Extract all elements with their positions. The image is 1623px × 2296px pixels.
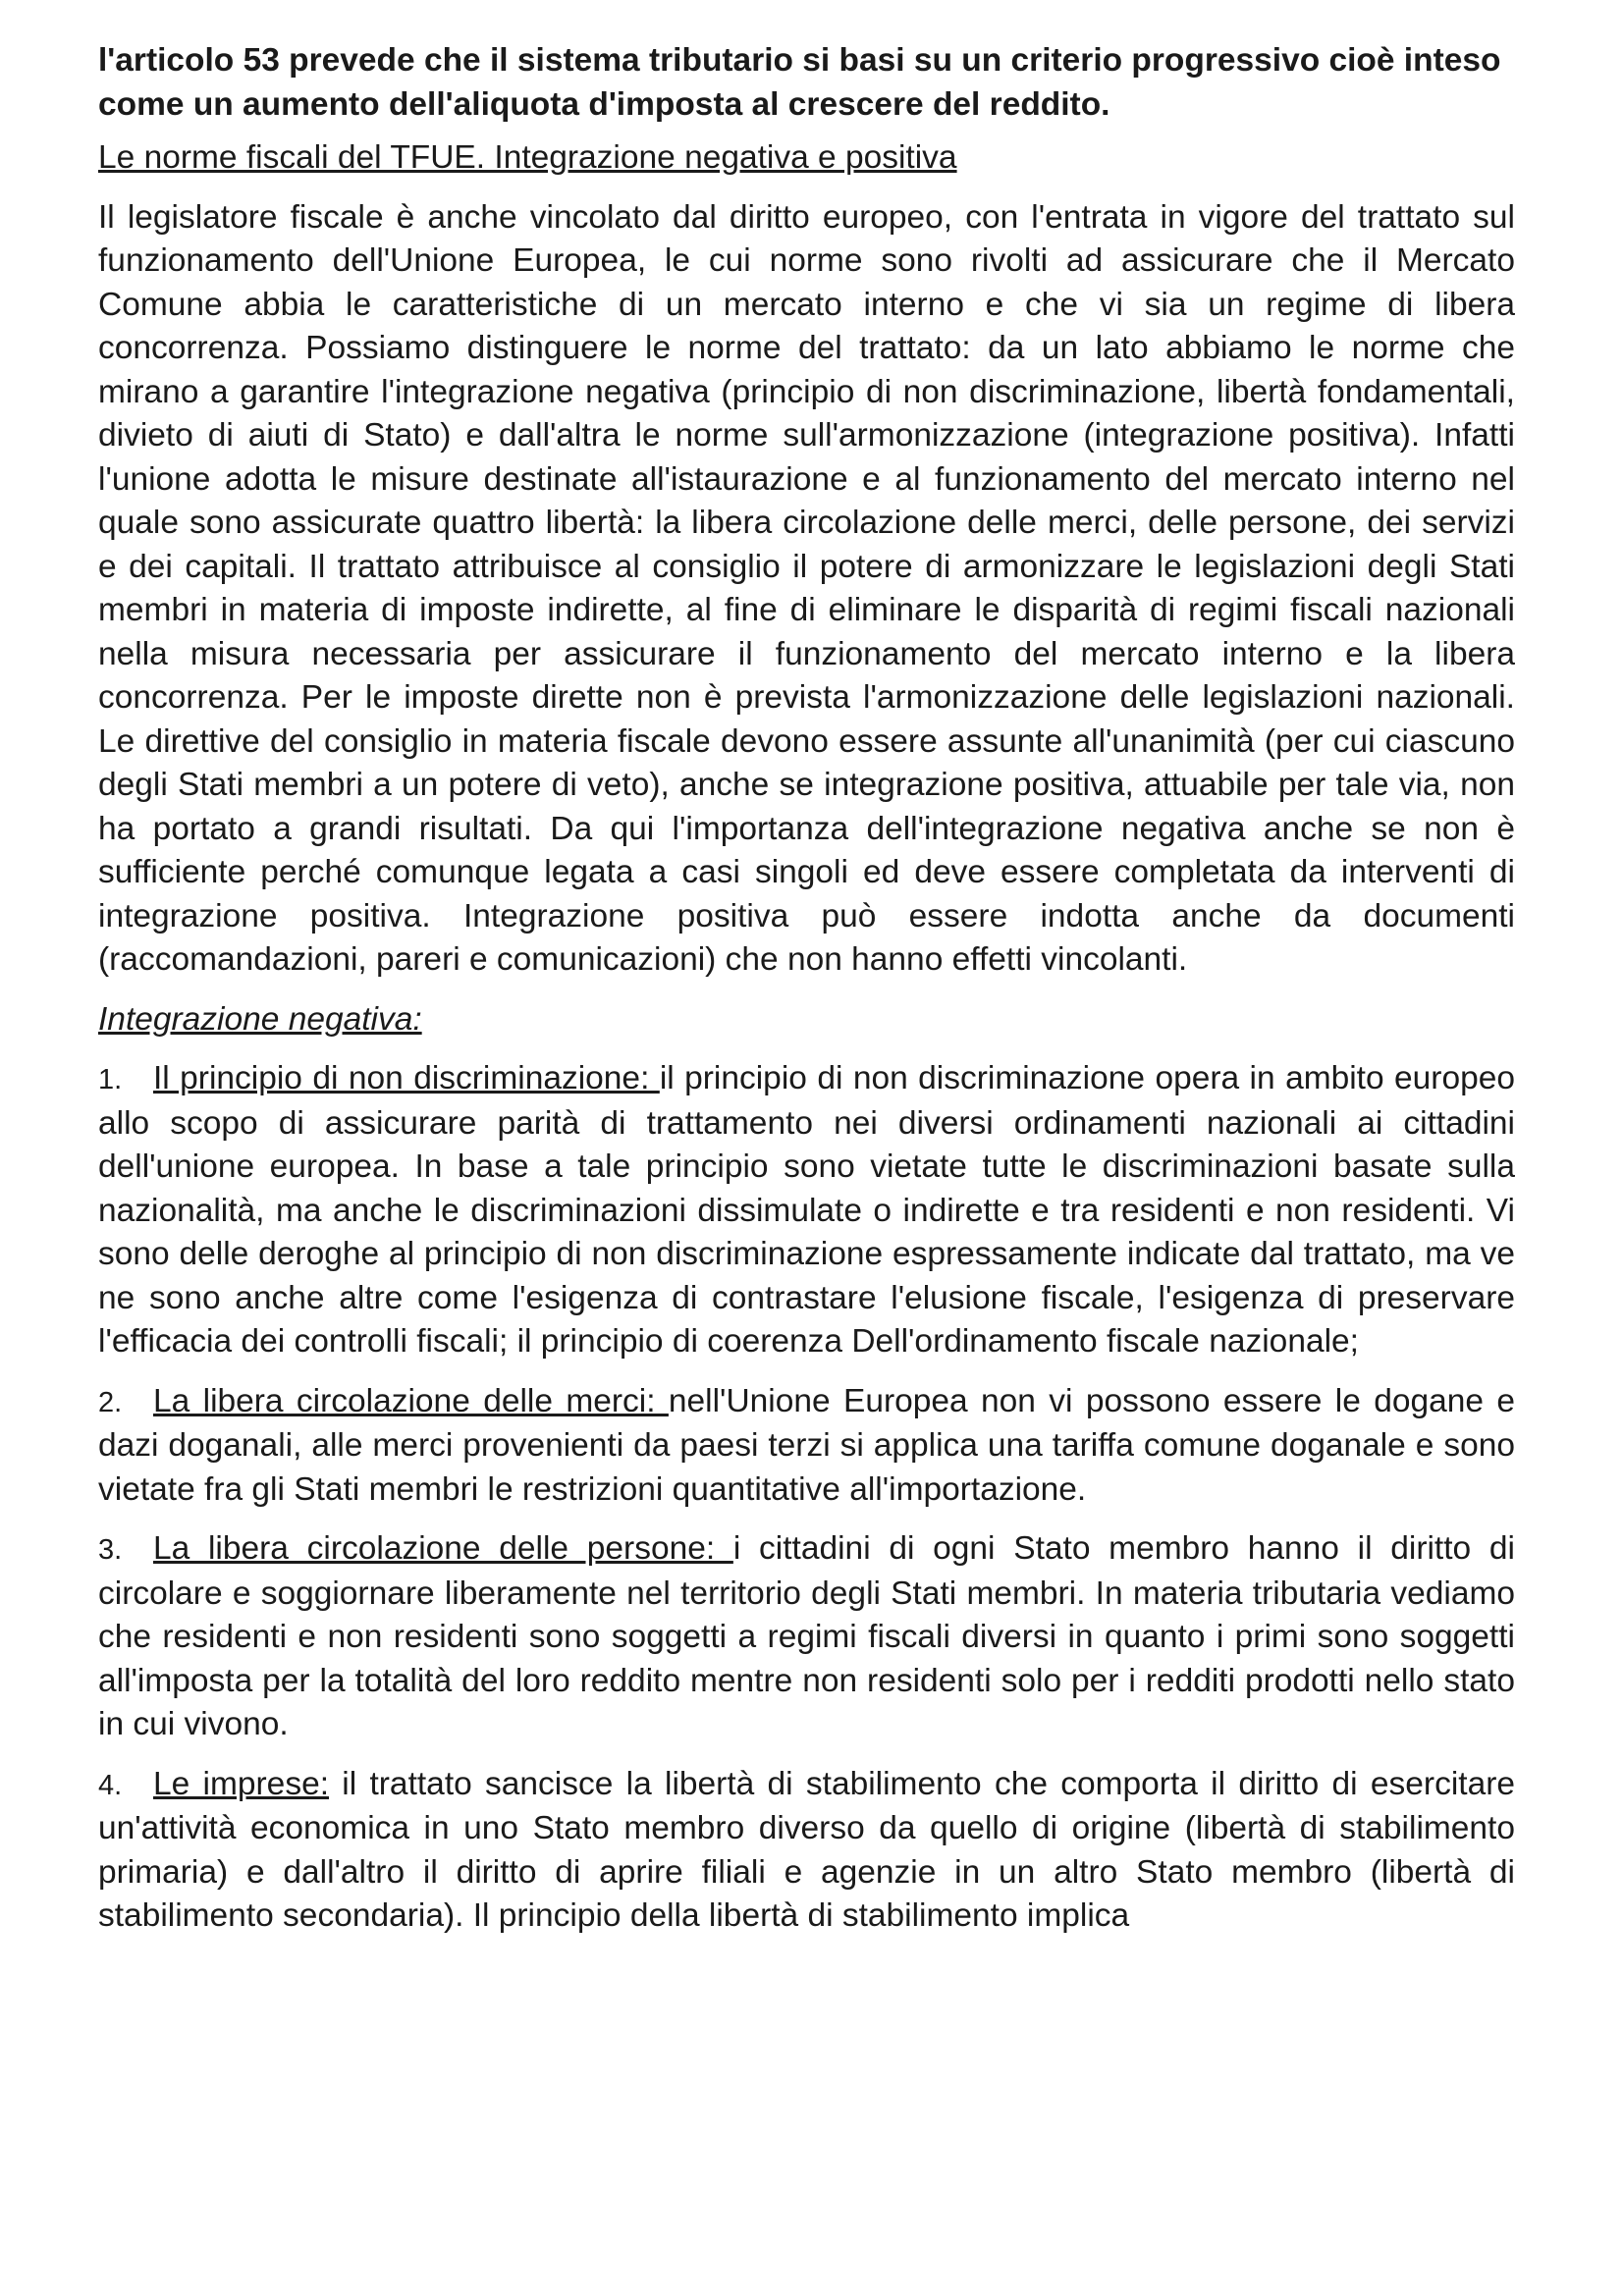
list-item-text: il trattato sancisce la libertà di stabilimento che comporta il diritto di esercitare un'attività economica in uno Stato membro diverso da quello di origine (libertà di stabilimento primaria) e dall'altro il diritto di aprire filiali e agenzie in un altro Stato membro (libertà di stabilimento secondaria). Il principio della libertà di stabilimento implica bbox=[98, 1765, 1515, 1934]
list-item-text: i cittadini di ogni Stato membro hanno il diritto di circolare e soggiornare liberamente nel territorio degli Stati membri. In materia tributaria vediamo che residenti e non residenti sono soggetti a regimi fiscali diversi in quanto i primi sono soggetti all'imposta per la totalità del loro reddito mentre non residenti solo per i redditi prodotti nello stato in cui vivono. bbox=[98, 1530, 1515, 1742]
body-paragraph: Il legislatore fiscale è anche vincolato dal diritto europeo, con l'entrata in vigore del trattato sul funzionamento dell'Unione Europea, le cui norme sono rivolti ad assicurare che il Mercato Comune abbia le caratteristiche di un mercato interno e che vi sia un regime di libera concorrenza. Possiamo distinguere le norme del trattato: da un lato abbiamo le norme che mirano a garantire l'integrazione negativa (principio di non discriminazione, libertà fondamentali, divieto di aiuti di Stato) e dall'altra le norme sull'armonizzazione (integrazione positiva). Infatti l'unione adotta le misure destinate all'istaurazione e al funzionamento del mercato interno nel quale sono assicurate quattro libertà: la libera circolazione delle merci, delle persone, dei servizi e dei capitali. Il trattato attribuisce al consiglio il potere di armonizzare le legislazioni degli Stati membri in materia di imposte indirette, al fine di eliminare le disparità di regimi fiscali nazionali nella misura necessaria per assicurare il funzionamento del mercato interno e la libera concorrenza. Per le imposte dirette non è prevista l'armonizzazione delle legislazioni nazionali. Le direttive del consiglio in materia fiscale devono essere assunte all'unanimità (per cui ciascuno degli Stati membri a un potere di veto), anche se integrazione positiva, attuabile per tale via, non ha portato a grandi risultati. Da qui l'importanza dell'integrazione negativa anche se non è sufficiente perché comunque legata a casi singoli ed deve essere completata da interventi di integrazione positiva. Integrazione positiva può essere indotta anche da documenti (raccomandazioni, pareri e comunicazioni) che non hanno effetti vincolanti. bbox=[98, 198, 1515, 978]
list-item-number: 3. bbox=[98, 1534, 123, 1566]
list-item-text: nell'Unione Europea non vi possono essere le dogane e dazi doganali, alle merci provenienti da paesi terzi si applica una tariffa comune doganale e sono vietate fra gli Stati membri le restrizioni quantitative all'importazione. bbox=[98, 1382, 1515, 1508]
subsection-title: Integrazione negativa: bbox=[98, 1000, 422, 1038]
list-item-number: 2. bbox=[98, 1386, 123, 1418]
list-item-2 bbox=[98, 1380, 1515, 1513]
document-page bbox=[98, 39, 1515, 1954]
intro-paragraph: l'articolo 53 prevede che il sistema tributario si basi su un criterio progressivo cioè inteso come un aumento dell'aliquota d'imposta al crescere del reddito. bbox=[98, 42, 1501, 123]
list-item-3 bbox=[98, 1527, 1515, 1747]
list-item-number: 1. bbox=[98, 1064, 123, 1095]
list-item-heading: Il principio di non discriminazione: bbox=[153, 1060, 660, 1096]
list-item-text: il principio di non discriminazione opera in ambito europeo allo scopo di assicurare parità di trattamento nei diversi ordinamenti nazionali ai cittadini dell'unione europea. In base a tale principio sono vietate tutte le discriminazioni basate sulla nazionalità, ma anche le discriminazioni dissimulate o indirette e tra residenti e non residenti. Vi sono delle deroghe al principio di non discriminazione espressamente indicate dal trattato, ma ve ne sono anche altre come l'esigenza di contrastare l'elusione fiscale, l'esigenza di preservare l'efficacia dei controlli fiscali; il principio di coerenza Dell'ordinamento fiscale nazionale; bbox=[98, 1060, 1515, 1360]
section-title: Le norme fiscali del TFUE. Integrazione negativa e positiva bbox=[98, 139, 957, 176]
list-item-4 bbox=[98, 1763, 1515, 1939]
list-item-number: 4. bbox=[98, 1769, 123, 1801]
list-item-heading: Le imprese: bbox=[153, 1765, 330, 1802]
list-item-1 bbox=[98, 1057, 1515, 1364]
list-item-heading: La libera circolazione delle merci: bbox=[153, 1382, 669, 1419]
list-item-heading: La libera circolazione delle persone: bbox=[153, 1530, 733, 1567]
